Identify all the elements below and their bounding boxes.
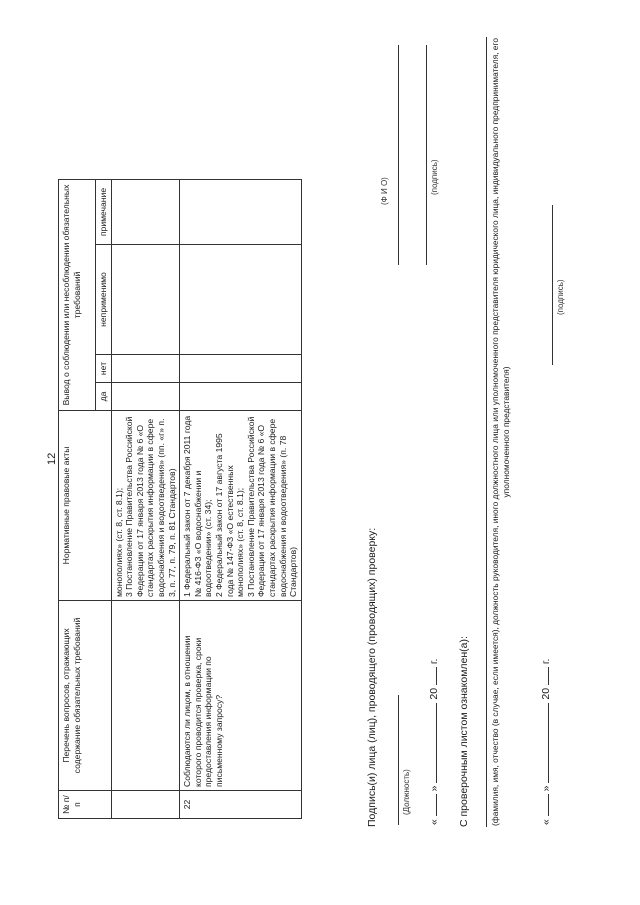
month-line xyxy=(436,703,437,783)
header-na: неприменимо xyxy=(96,245,112,355)
fio-line xyxy=(398,45,399,265)
person-caption: (фамилия, имя, отчество (в случае, если имеется), должность руководителя, иного должностного лица или уполномоченного представителя юридического лица, индивидуального предпринимателя, его уполномоченного представителя) xyxy=(490,38,511,826)
act-item: 2 Федеральный закон от 17 августа 1995 года № 147-ФЗ «О естественных монополиях» (ст. 8, ст. 8.1); xyxy=(213,433,246,597)
year-line xyxy=(548,667,549,685)
person-line xyxy=(486,37,487,827)
year-suffix: г. xyxy=(540,658,552,665)
act-item: 3 Постановление Правительства Российской Федерации от 17 января 2013 года № 6 «О стандартах раскрытия информации в сфере водоснабжения и водоотведения» (п. 78 Стандартов) xyxy=(245,416,299,597)
row-question: Соблюдаются ли лицом, в отношении которого проводится проверка, сроки предоставления информации по письменному запросу? xyxy=(180,601,302,791)
row-question xyxy=(111,601,180,791)
header-num: № п/п xyxy=(59,791,112,819)
cell-no xyxy=(180,355,302,383)
cell-yes xyxy=(111,383,180,411)
cell-na xyxy=(111,245,180,355)
signature-caption: (подпись) xyxy=(430,159,439,195)
day-line xyxy=(436,794,437,816)
date-quote-close: » xyxy=(428,785,440,792)
position-caption: (Должность) xyxy=(402,769,411,815)
signature-line xyxy=(426,45,427,265)
table-row xyxy=(180,180,302,819)
act-item: 1 Федеральный закон от 7 декабря 2011 года № 416-ФЗ «О водоснабжении и водоотведении» (ст. 34); xyxy=(182,415,214,597)
cell-note xyxy=(111,180,180,245)
fio-caption: (Ф И О) xyxy=(380,177,389,205)
acquaintance-date xyxy=(540,659,552,825)
date-quote-open: « xyxy=(540,819,552,825)
date-quote-close: » xyxy=(540,785,552,792)
act-item: 3 Постановление Правительства Российской Федерации от 17 января 2013 года № 6 «О стандартах раскрытия информации в сфере водоснабжения и водоотведения» (пп. «г» п. 3, п. 77, п. 79, п. 81 Стандартов) xyxy=(124,416,177,597)
header-yes: да xyxy=(96,383,112,411)
cell-note xyxy=(180,180,302,245)
header-conclusion: Вывод о соблюдении или несоблюдении обязательных требований xyxy=(59,180,96,411)
month-line xyxy=(548,703,549,783)
inspection-date xyxy=(428,659,440,825)
acquaintance-signature-caption: (подпись) xyxy=(556,279,565,315)
position-line xyxy=(398,695,399,825)
table-row xyxy=(111,180,180,819)
acquaintance-title: С проверочным листом ознакомлен(а): xyxy=(458,636,470,827)
header-questions: Перечень вопросов, отражающих содержание обязательных требований xyxy=(59,601,112,791)
day-line xyxy=(548,794,549,816)
header-acts: Нормативные правовые акты xyxy=(59,411,112,601)
cell-na xyxy=(180,245,302,355)
year-prefix: 20 xyxy=(428,687,440,700)
cell-no xyxy=(111,355,180,383)
date-quote-open: « xyxy=(428,819,440,825)
row-acts xyxy=(111,411,180,601)
year-line xyxy=(436,667,437,685)
acquaintance-signature-line xyxy=(552,205,553,365)
row-num xyxy=(111,791,180,819)
year-prefix: 20 xyxy=(540,687,552,700)
page-number: 12 xyxy=(46,452,58,465)
header-no: нет xyxy=(96,355,112,383)
year-suffix: г. xyxy=(428,658,440,665)
table-header-row xyxy=(59,180,96,819)
cell-yes xyxy=(180,383,302,411)
act-item: монополиях» (ст. 8, ст. 8.1); xyxy=(113,487,124,597)
row-num: 22 xyxy=(180,791,302,819)
header-note: примечание xyxy=(96,180,112,245)
row-acts xyxy=(180,411,302,601)
checklist-table xyxy=(58,179,302,819)
signature-title: Подпись(и) лица (лиц), проводящего (проводящих) проверку: xyxy=(366,527,378,827)
